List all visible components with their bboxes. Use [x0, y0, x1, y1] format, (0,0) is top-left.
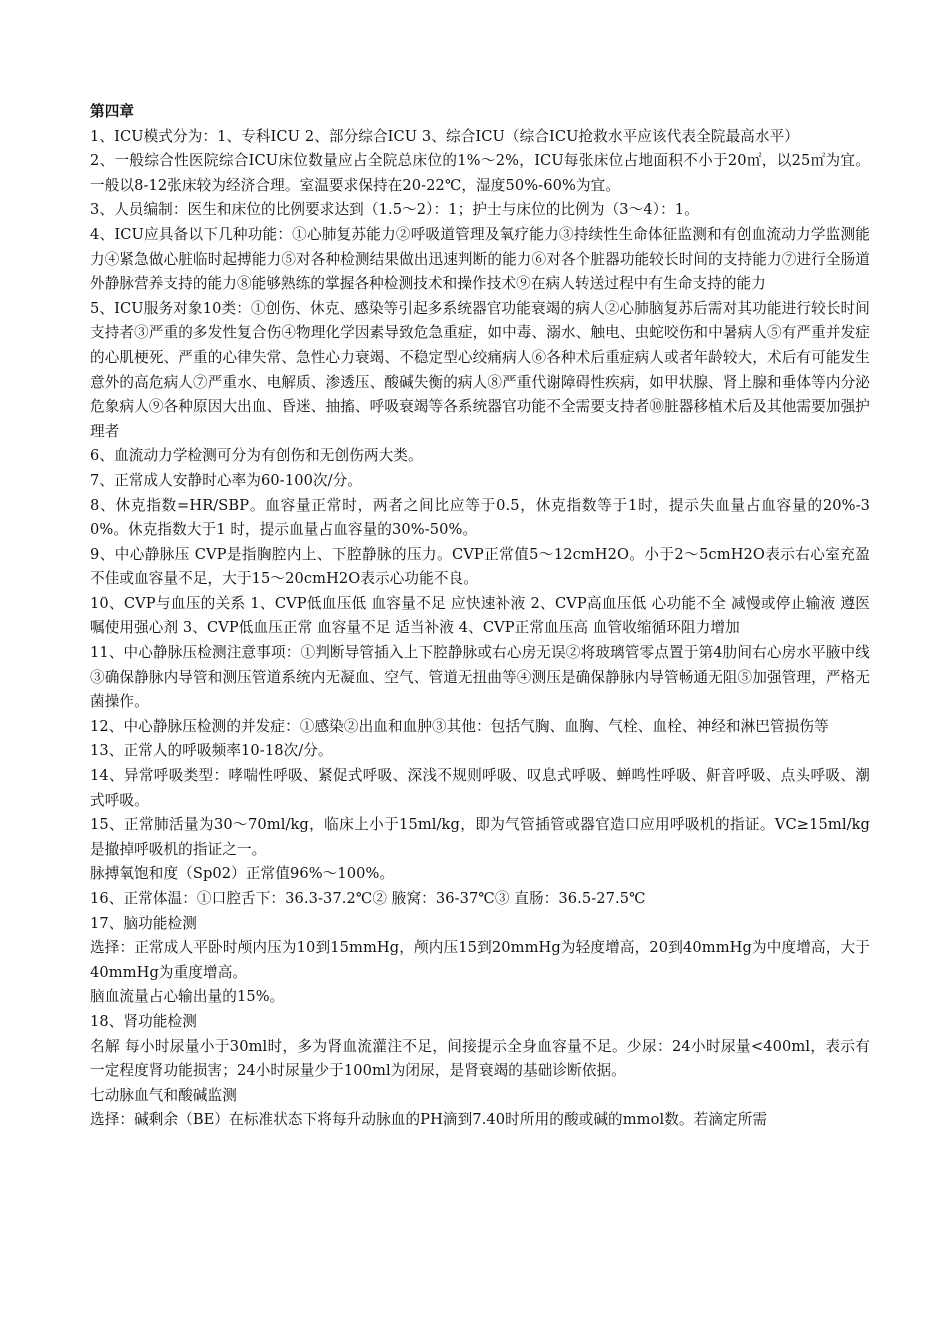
chapter-title: 第四章	[90, 103, 135, 120]
paragraph: 5、ICU服务对象10类：①创伤、休克、感染等引起多系统器官功能衰竭的病人②心肺脑复苏后需对其功能进行较长时间支持者③严重的多发性复合伤④物理化学因素导致危急重症，如中毒、溺水、触电、虫蛇咬伤和中暑病人⑤有严重并发症的心肌梗死、严重的心律失常、急性心力衰竭、不稳定型心绞痛病人⑥各种术后重症病人或者年龄较大，术后有可能发生意外的高危病人⑦严重水、电解质、渗透压、酸碱失衡的病人⑧严重代谢障碍性疾病，如甲状腺、肾上腺和垂体等内分泌危象病人⑨各种原因大出血、昏迷、抽搐、呼吸衰竭等各系统器官功能不全需要支持者⑩脏器移植术后及其他需要加强护理者	[90, 299, 870, 440]
section-heading: 七动脉血气和酸碱监测	[90, 1086, 237, 1104]
paragraph: 1、ICU模式分为：1、专科ICU 2、部分综合ICU 3、综合ICU（综合ICU抢救水平应该代表全院最高水平）	[90, 127, 799, 145]
paragraph: 4、ICU应具备以下几种功能：①心肺复苏能力②呼吸道管理及氧疗能力③持续性生命体征监测和有创血流动力学监测能力④紧急做心脏临时起搏能力⑤对各种检测结果做出迅速判断的能力⑥对各个脏器功能较长时间的支持能力⑦进行全肠道外静脉营养支持的能力⑧能够熟练的掌握各种检测技术和操作技术⑨在病人转送过程中有生命支持的能力	[90, 225, 870, 293]
paragraph: 2、一般综合性医院综合ICU床位数量应占全院总床位的1%～2%，ICU每张床位占地面积不小于20㎡，以25㎡为宜。一般以8-12张床较为经济合理。室温要求保持在20-22℃，湿度50%-60%为宜。	[90, 152, 870, 194]
paragraph: 16、正常体温：①口腔舌下：36.3-37.2℃② 腋窝：36-37℃③ 直肠：36.5-27.5℃	[90, 890, 646, 907]
paragraph: 7、正常成人安静时心率为60-100次/分。	[90, 471, 363, 489]
paragraph: 10、CVP与血压的关系 1、CVP低血压低 血容量不足 应快速补液 2、CVP高血压低 心功能不全 减慢或停止输液 遵医嘱使用强心剂 3、CVP低血压正常 血容量不足 适当补液 4、CVP正常血压高 血管收缩循环阻力增加	[90, 594, 870, 637]
paragraph: 11、中心静脉压检测注意事项：①判断导管插入上下腔静脉或右心房无误②将玻璃管零点置于第4肋间右心房水平腋中线③确保静脉内导管和测压管道系统内无凝血、空气、管道无扭曲等④测压是确保静脉内导管畅通无阻⑤加强管理，严格无菌操作。	[90, 644, 870, 711]
section-heading: 17、脑功能检测	[90, 914, 197, 932]
paragraph: 选择：正常成人平卧时颅内压为10到15mmHg，颅内压15到20mmHg为轻度增高，20到40mmHg为中度增高，大于40mmHg为重度增高。	[90, 939, 870, 981]
paragraph: 名解 每小时尿量小于30ml时，多为肾血流灌注不足，间接提示全身血容量不足。少尿：24小时尿量<400ml，表示有一定程度肾功能损害；24小时尿量少于100ml为闭尿，是肾衰竭的基础诊断依据。	[90, 1037, 870, 1080]
paragraph: 12、中心静脉压检测的并发症：①感染②出血和血肿③其他：包括气胸、血胸、气栓、血栓、神经和淋巴管损伤等	[90, 717, 829, 735]
paragraph: 选择：碱剩余（BE）在标准状态下将每升动脉血的PH滴到7.40时所用的酸或碱的mmol数。若滴定所需	[90, 1111, 768, 1129]
paragraph: 脉搏氧饱和度（Sp02）正常值96%～100%。	[90, 865, 395, 883]
paragraph: 脑血流量占心输出量的15%。	[90, 988, 285, 1006]
paragraph: 13、正常人的呼吸频率10-18次/分。	[90, 742, 333, 760]
paragraph: 3、人员编制：医生和床位的比例要求达到（1.5～2）：1；护士与床位的比例为（3～4）：1。	[90, 201, 699, 219]
section-heading: 18、肾功能检测	[90, 1012, 197, 1030]
paragraph: 8、休克指数=HR/SBP。血容量正常时，两者之间比应等于0.5，休克指数等于1时，提示失血量占血容量的20%-30%。休克指数大于1 时，提示血量占血容量的30%-50%。	[90, 496, 870, 539]
paragraph: 14、异常呼吸类型：哮喘性呼吸、紧促式呼吸、深浅不规则呼吸、叹息式呼吸、蝉鸣性呼吸、鼾音呼吸、点头呼吸、潮式呼吸。	[90, 767, 870, 809]
paragraph: 9、中心静脉压 CVP是指胸腔内上、下腔静脉的压力。CVP正常值5～12cmH2O。小于2～5cmH2O表示右心室充盈不佳或血容量不足，大于15～20cmH2O表示心功能不良。	[90, 545, 870, 588]
paragraph: 6、血流动力学检测可分为有创伤和无创伤两大类。	[90, 447, 423, 465]
document-page	[90, 100, 870, 1133]
paragraph: 15、正常肺活量为30～70ml/kg，临床上小于15ml/kg，即为气管插管或器官造口应用呼吸机的指证。VC≥15ml/kg是撤掉呼吸机的指证之一。	[90, 816, 870, 858]
